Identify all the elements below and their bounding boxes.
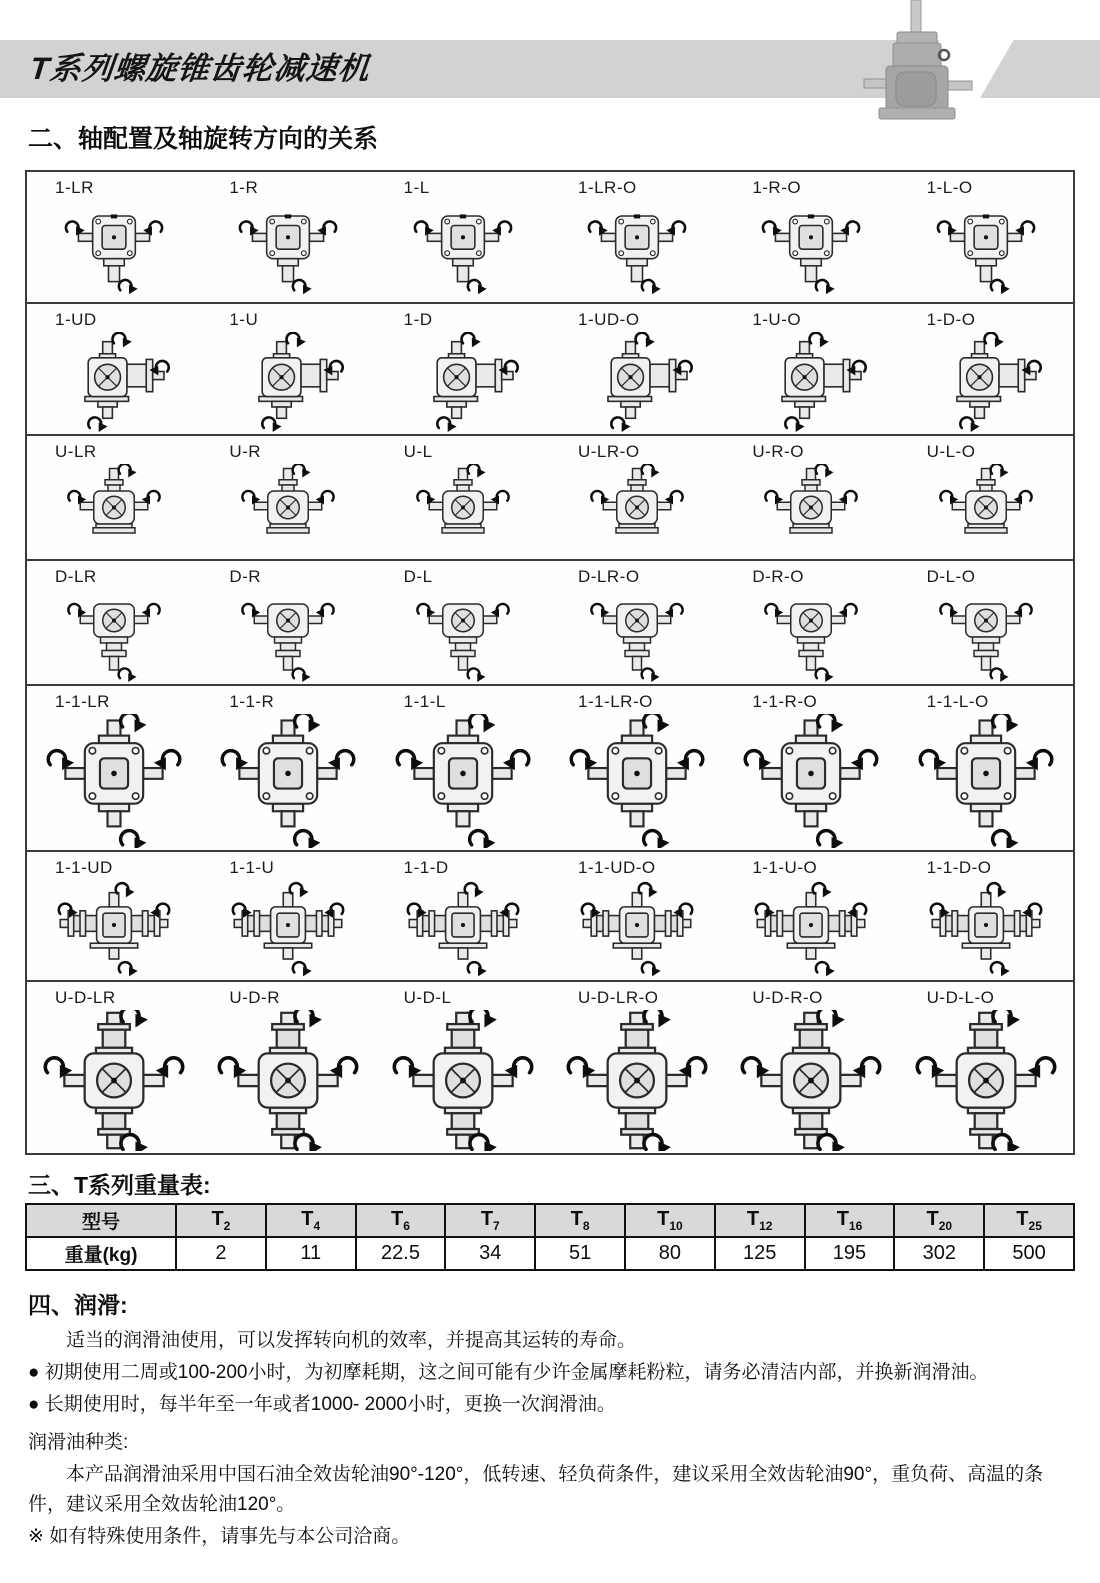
shaft-config-label: D-LR	[55, 567, 97, 586]
rotation-arrow-icon	[642, 280, 661, 294]
rotation-arrow-icon	[295, 714, 321, 732]
rotation-arrow-icon	[644, 831, 670, 848]
diagram-cell	[27, 172, 201, 302]
model-cell: $T_{16}$	[805, 1204, 895, 1237]
rotation-arrow-icon	[119, 464, 137, 478]
front-view-down-gearbox-diagram	[384, 587, 542, 684]
side-view-ud-gearbox-diagram	[558, 330, 716, 434]
front-view-down-gearbox-diagram	[209, 587, 367, 684]
side-view-4shaft-gearbox-diagram	[907, 878, 1065, 980]
grid-row	[27, 559, 1073, 684]
front-view-up-gearbox-diagram	[907, 462, 1065, 559]
model-cell: $T_7$	[445, 1204, 535, 1237]
front-view-updown-gearbox-diagram	[558, 1008, 716, 1153]
shaft-config-label: 1-D	[403, 310, 433, 329]
rotation-arrow-icon	[810, 333, 829, 348]
lubrication-paragraph: 润滑油种类:	[28, 1432, 129, 1453]
rotation-arrow-icon	[611, 417, 630, 432]
diagram-cell	[201, 436, 375, 559]
lubrication-paragraph: 适当的润滑油使用，可以发挥转向机的效率，并提高其运转的寿命。	[66, 1330, 637, 1351]
rotation-arrow-icon	[991, 280, 1010, 294]
diagram-cell	[550, 436, 724, 559]
diagram-cell	[27, 982, 201, 1153]
diagram-cell	[899, 852, 1073, 980]
front-view-down-gearbox-diagram	[732, 587, 890, 684]
shaft-config-label: U-R	[229, 442, 262, 461]
diagram-cell	[376, 982, 550, 1153]
model-cell: $T_8$	[535, 1204, 625, 1237]
top-view-lr-gearbox-diagram	[35, 198, 193, 302]
weight-cell: 125	[715, 1237, 805, 1270]
top-view-4shaft-gearbox-diagram	[732, 712, 890, 850]
rotation-arrow-icon	[786, 417, 805, 432]
shaft-config-label: 1-R-O	[752, 178, 802, 197]
shaft-config-label: U-L-O	[926, 442, 976, 461]
rotation-arrow-icon	[960, 417, 979, 432]
diagram-cell	[899, 982, 1073, 1153]
shaft-config-label: 1-LR	[55, 178, 94, 197]
side-view-4shaft-gearbox-diagram	[732, 878, 890, 980]
side-view-ud-gearbox-diagram	[732, 330, 890, 434]
diagram-cell	[27, 304, 201, 434]
diagram-cell	[201, 561, 375, 684]
grid-row	[27, 980, 1073, 1153]
shaft-config-label: U-D-R-O	[752, 988, 823, 1007]
shaft-config-label: D-L-O	[926, 567, 976, 586]
shaft-config-label: 1-1-R-O	[752, 692, 818, 711]
shaft-config-label: D-LR-O	[577, 567, 640, 586]
diagram-cell	[550, 172, 724, 302]
rotation-arrow-icon	[642, 464, 660, 478]
diagram-cell	[376, 852, 550, 980]
shaft-config-label: 1-1-D	[403, 858, 449, 877]
shaft-config-label: 1-1-LR	[55, 692, 110, 711]
grid-row	[27, 172, 1073, 302]
shaft-config-label: 1-L	[403, 178, 430, 197]
lubrication-paragraph: ● 长期使用时，每半年至一年或者1000- 2000小时，更换一次润滑油。	[28, 1394, 616, 1415]
diagram-cell	[724, 436, 898, 559]
shaft-config-label: 1-U-O	[752, 310, 802, 329]
rotation-arrow-icon	[467, 668, 485, 682]
rotation-arrow-icon	[990, 464, 1008, 478]
rotation-arrow-icon	[642, 668, 660, 682]
rotation-arrow-icon	[293, 962, 312, 976]
rotation-arrow-icon	[468, 280, 487, 294]
diagram-cell	[724, 686, 898, 850]
shaft-config-label: 1-U	[229, 310, 259, 329]
top-view-lr-gearbox-diagram	[384, 198, 542, 302]
weight-cell: 80	[625, 1237, 715, 1270]
diagram-cell	[550, 561, 724, 684]
weight-cell: 195	[805, 1237, 895, 1270]
lubrication-paragraph: ※ 如有特殊使用条件，请事先与本公司洽商。	[28, 1526, 411, 1547]
lubrication-section-body	[28, 1326, 1076, 1554]
rotation-arrow-icon	[119, 280, 138, 294]
front-view-up-gearbox-diagram	[209, 462, 367, 559]
side-view-4shaft-gearbox-diagram	[35, 878, 193, 980]
shaft-config-label: U-R-O	[752, 442, 804, 461]
top-view-4shaft-gearbox-diagram	[209, 712, 367, 850]
weight-cell: 500	[984, 1237, 1074, 1270]
section3-heading: 三、T系列重量表:	[28, 1172, 211, 1198]
shaft-config-label: 1-1-L-O	[926, 692, 989, 711]
section2-heading: 二、轴配置及轴旋转方向的关系	[28, 125, 379, 153]
rotation-arrow-icon	[461, 333, 480, 348]
model-cell: $T_{12}$	[715, 1204, 805, 1237]
front-view-down-gearbox-diagram	[558, 587, 716, 684]
shaft-config-label: U-D-L	[403, 988, 452, 1007]
diagram-cell	[724, 172, 898, 302]
top-view-4shaft-gearbox-diagram	[384, 712, 542, 850]
diagram-cell	[27, 561, 201, 684]
model-row-header: 型号	[26, 1204, 176, 1237]
rotation-arrow-icon	[293, 464, 311, 478]
rotation-arrow-icon	[642, 962, 661, 976]
rotation-arrow-icon	[816, 464, 834, 478]
diagram-cell	[724, 982, 898, 1153]
shaft-config-label: U-LR-O	[577, 442, 640, 461]
rotation-arrow-icon	[293, 668, 311, 682]
diagram-cell	[376, 561, 550, 684]
shaft-config-label: 1-D-O	[926, 310, 976, 329]
side-view-4shaft-gearbox-diagram	[558, 878, 716, 980]
rotation-arrow-icon	[991, 962, 1010, 976]
top-view-lr-gearbox-diagram	[732, 198, 890, 302]
diagram-grid	[25, 170, 1075, 1155]
rotation-arrow-icon	[469, 831, 495, 848]
diagram-cell	[899, 172, 1073, 302]
diagram-cell	[899, 436, 1073, 559]
rotation-arrow-icon	[113, 333, 132, 348]
shaft-config-label: 1-LR-O	[577, 178, 637, 197]
diagram-cell	[201, 852, 375, 980]
diagram-cell	[724, 561, 898, 684]
front-view-down-gearbox-diagram	[35, 587, 193, 684]
shaft-config-label: 1-1-R	[229, 692, 275, 711]
model-cell: $T_4$	[266, 1204, 356, 1237]
diagram-cell	[724, 852, 898, 980]
rotation-arrow-icon	[469, 714, 495, 732]
rotation-arrow-icon	[470, 1135, 497, 1151]
grid-row	[27, 434, 1073, 559]
rotation-arrow-icon	[295, 1135, 322, 1151]
rotation-arrow-icon	[816, 962, 835, 976]
weight-cell: 11	[266, 1237, 356, 1270]
shaft-config-label: U-D-LR	[55, 988, 116, 1007]
top-view-4shaft-gearbox-diagram	[907, 712, 1065, 850]
rotation-arrow-icon	[468, 962, 487, 976]
title-banner-right-segment	[980, 40, 1100, 98]
lubrication-paragraph: 本产品润滑油采用中国石油全效齿轮油90°-120°，低转速、轻负荷条件，建议采用全效齿轮油90°，重负荷、高温的条件，建议采用全效齿轮油120°。	[28, 1464, 1044, 1515]
shaft-config-label: U-D-R	[229, 988, 280, 1007]
diagram-cell	[201, 982, 375, 1153]
side-view-4shaft-gearbox-diagram	[384, 878, 542, 980]
shaft-config-label: 1-UD	[55, 310, 97, 329]
rotation-arrow-icon	[644, 714, 670, 732]
rotation-arrow-icon	[88, 417, 107, 432]
shaft-config-label: U-LR	[55, 442, 97, 461]
diagram-cell	[27, 436, 201, 559]
front-view-down-gearbox-diagram	[907, 587, 1065, 684]
top-view-lr-gearbox-diagram	[209, 198, 367, 302]
rotation-arrow-icon	[119, 668, 137, 682]
weight-table	[25, 1203, 1075, 1271]
front-view-updown-gearbox-diagram	[209, 1008, 367, 1153]
weight-cell: 302	[894, 1237, 984, 1270]
shaft-config-label: 1-1-LR-O	[577, 692, 653, 711]
weight-cell: 2	[176, 1237, 266, 1270]
side-view-4shaft-gearbox-diagram	[209, 878, 367, 980]
rotation-arrow-icon	[295, 831, 321, 848]
shaft-config-label: 1-1-D-O	[926, 858, 992, 877]
model-cell: $T_{20}$	[894, 1204, 984, 1237]
shaft-config-label: 1-1-U-O	[752, 858, 818, 877]
rotation-arrow-icon	[818, 831, 844, 848]
rotation-arrow-icon	[121, 1135, 148, 1151]
diagram-cell	[899, 686, 1073, 850]
front-view-up-gearbox-diagram	[558, 462, 716, 559]
diagram-cell	[201, 304, 375, 434]
front-view-updown-gearbox-diagram	[384, 1008, 542, 1153]
shaft-config-label: 1-L-O	[926, 178, 973, 197]
diagram-cell	[27, 852, 201, 980]
diagram-cell	[550, 982, 724, 1153]
rotation-arrow-icon	[818, 714, 844, 732]
weight-row-header: 重量(kg)	[26, 1237, 176, 1270]
weight-cell: 22.5	[356, 1237, 446, 1270]
shaft-config-label: U-D-LR-O	[577, 988, 659, 1007]
front-view-up-gearbox-diagram	[35, 462, 193, 559]
shaft-config-label: 1-UD-O	[577, 310, 640, 329]
gearbox-product-photo	[852, 0, 984, 122]
rotation-arrow-icon	[816, 280, 835, 294]
rotation-arrow-icon	[121, 714, 147, 732]
shaft-config-label: D-L	[403, 567, 433, 586]
shaft-config-label: 1-1-U	[229, 858, 275, 877]
side-view-ud-gearbox-diagram	[384, 330, 542, 434]
grid-row	[27, 684, 1073, 850]
rotation-arrow-icon	[119, 962, 138, 976]
rotation-arrow-icon	[437, 417, 456, 432]
diagram-cell	[376, 686, 550, 850]
rotation-arrow-icon	[993, 1135, 1020, 1151]
page-title: T系列螺旋锥齿轮减速机	[28, 51, 372, 86]
diagram-cell	[376, 304, 550, 434]
shaft-config-label: 1-R	[229, 178, 259, 197]
top-view-lr-gearbox-diagram	[558, 198, 716, 302]
diagram-cell	[899, 561, 1073, 684]
rotation-arrow-icon	[121, 831, 147, 848]
diagram-cell	[724, 304, 898, 434]
shaft-config-label: D-R	[229, 567, 262, 586]
diagram-cell	[550, 852, 724, 980]
shaft-config-label: 1-1-L	[403, 692, 446, 711]
front-view-updown-gearbox-diagram	[35, 1008, 193, 1153]
weight-row	[26, 1237, 1074, 1270]
rotation-arrow-icon	[992, 831, 1018, 848]
front-view-up-gearbox-diagram	[732, 462, 890, 559]
shaft-config-label: 1-1-UD	[55, 858, 113, 877]
diagram-cell	[899, 304, 1073, 434]
diagram-cell	[376, 436, 550, 559]
grid-row	[27, 850, 1073, 980]
model-cell: $T_{25}$	[984, 1204, 1074, 1237]
rotation-arrow-icon	[467, 464, 485, 478]
rotation-arrow-icon	[644, 1135, 671, 1151]
top-view-4shaft-gearbox-diagram	[558, 712, 716, 850]
rotation-arrow-icon	[816, 668, 834, 682]
section4-heading: 四、润滑:	[28, 1292, 128, 1318]
rotation-arrow-icon	[818, 1135, 845, 1151]
shaft-config-label: D-R-O	[752, 567, 804, 586]
rotation-arrow-icon	[990, 668, 1008, 682]
rotation-arrow-icon	[293, 280, 312, 294]
grid-row	[27, 302, 1073, 434]
side-view-ud-gearbox-diagram	[35, 330, 193, 434]
diagram-cell	[27, 686, 201, 850]
side-view-ud-gearbox-diagram	[907, 330, 1065, 434]
front-view-up-gearbox-diagram	[384, 462, 542, 559]
side-view-ud-gearbox-diagram	[209, 330, 367, 434]
model-row	[26, 1204, 1074, 1237]
top-view-lr-gearbox-diagram	[907, 198, 1065, 302]
weight-cell: 34	[445, 1237, 535, 1270]
model-cell: $T_2$	[176, 1204, 266, 1237]
shaft-config-label: U-L	[403, 442, 433, 461]
front-view-updown-gearbox-diagram	[907, 1008, 1065, 1153]
shaft-config-label: U-D-L-O	[926, 988, 995, 1007]
lubrication-paragraph: ● 初期使用二周或100-200小时，为初摩耗期，这之间可能有少许金属摩耗粉粒，请务必清洁内部，并换新润滑油。	[28, 1362, 989, 1383]
rotation-arrow-icon	[992, 714, 1018, 732]
rotation-arrow-icon	[984, 333, 1003, 348]
diagram-cell	[201, 686, 375, 850]
diagram-cell	[550, 304, 724, 434]
shaft-config-label: 1-1-UD-O	[577, 858, 656, 877]
rotation-arrow-icon	[636, 333, 655, 348]
weight-cell: 51	[535, 1237, 625, 1270]
diagram-cell	[201, 172, 375, 302]
top-view-4shaft-gearbox-diagram	[35, 712, 193, 850]
model-cell: $T_{10}$	[625, 1204, 715, 1237]
diagram-cell	[550, 686, 724, 850]
front-view-updown-gearbox-diagram	[732, 1008, 890, 1153]
model-cell: $T_6$	[356, 1204, 446, 1237]
diagram-cell	[376, 172, 550, 302]
rotation-arrow-icon	[287, 333, 306, 348]
rotation-arrow-icon	[263, 417, 282, 432]
